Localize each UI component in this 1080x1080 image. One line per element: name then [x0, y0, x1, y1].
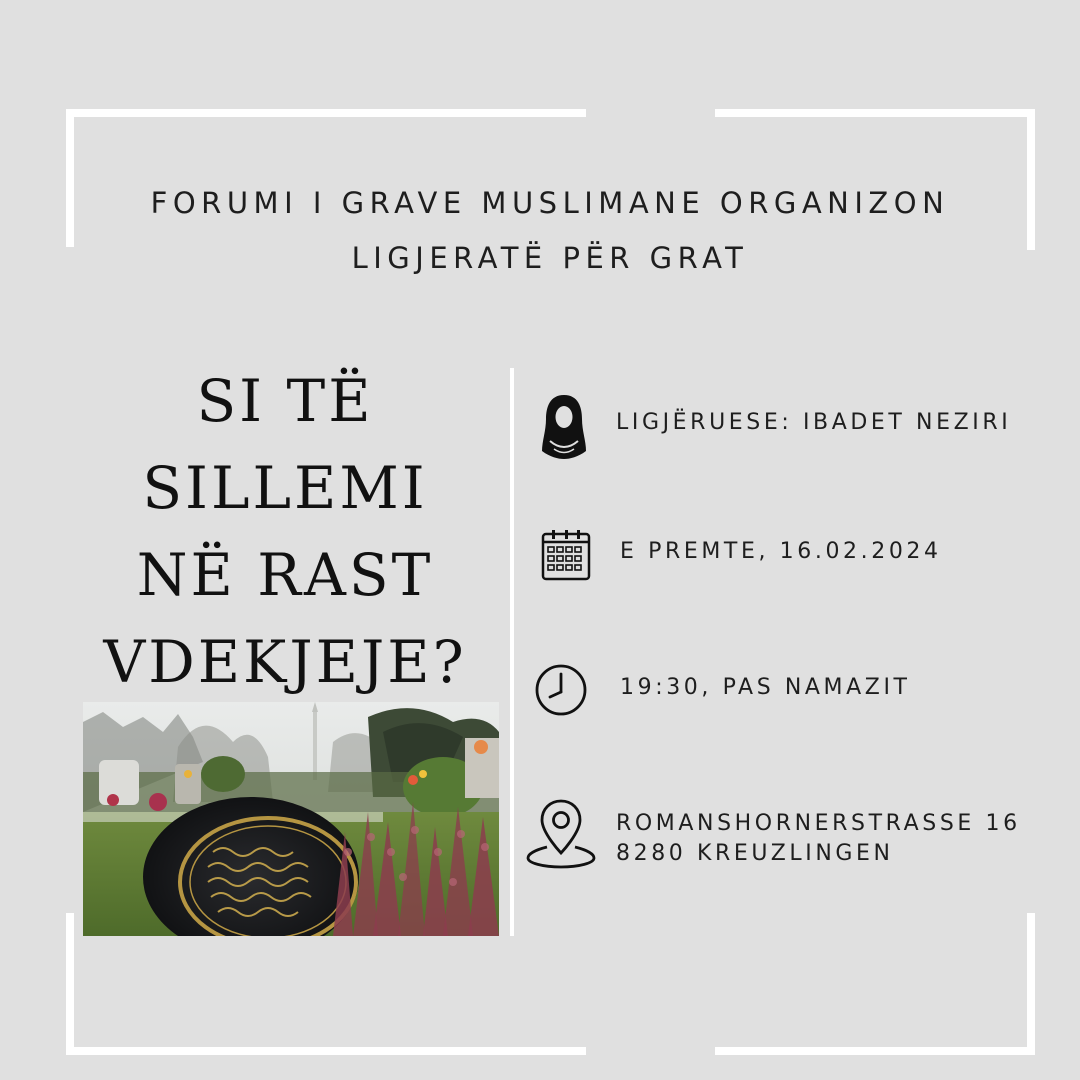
frame-bottom-left: [66, 1047, 586, 1055]
location-line-2: 8280 KREUZLINGEN: [616, 841, 894, 866]
time-text: 19:30, PAS NAMAZIT: [620, 675, 911, 700]
frame-top-left: [66, 109, 586, 117]
headline-line-1: SI TË: [196, 367, 374, 435]
frame-left-lower: [66, 913, 74, 1055]
frame-right-lower: [1027, 913, 1035, 1055]
calendar-icon: [541, 528, 591, 582]
date-text: E PREMTE, 16.02.2024: [620, 539, 942, 564]
event-headline: [90, 358, 480, 706]
location-pin-icon: [525, 797, 597, 869]
headline-line-3: NË RAST: [136, 541, 434, 609]
frame-top-right: [715, 109, 1035, 117]
hijab-woman-icon: [540, 393, 588, 461]
headline-line-2: SILLEMI: [142, 454, 428, 522]
speaker-text: LIGJËRUESE: IBADET NEZIRI: [616, 410, 1012, 435]
header-line-2: LIGJERATË PËR GRAT: [351, 241, 749, 275]
header-title: [70, 176, 1030, 286]
cemetery-photo: [83, 702, 499, 936]
vertical-divider: [510, 368, 514, 936]
frame-bottom-right: [715, 1047, 1035, 1055]
location-line-1: ROMANSHORNERSTRASSE 16: [616, 811, 1021, 836]
header-line-1: FORUMI I GRAVE MUSLIMANE ORGANIZON: [150, 186, 950, 220]
headline-line-4: VDEKJEJE?: [103, 628, 467, 696]
clock-icon: [534, 663, 588, 717]
